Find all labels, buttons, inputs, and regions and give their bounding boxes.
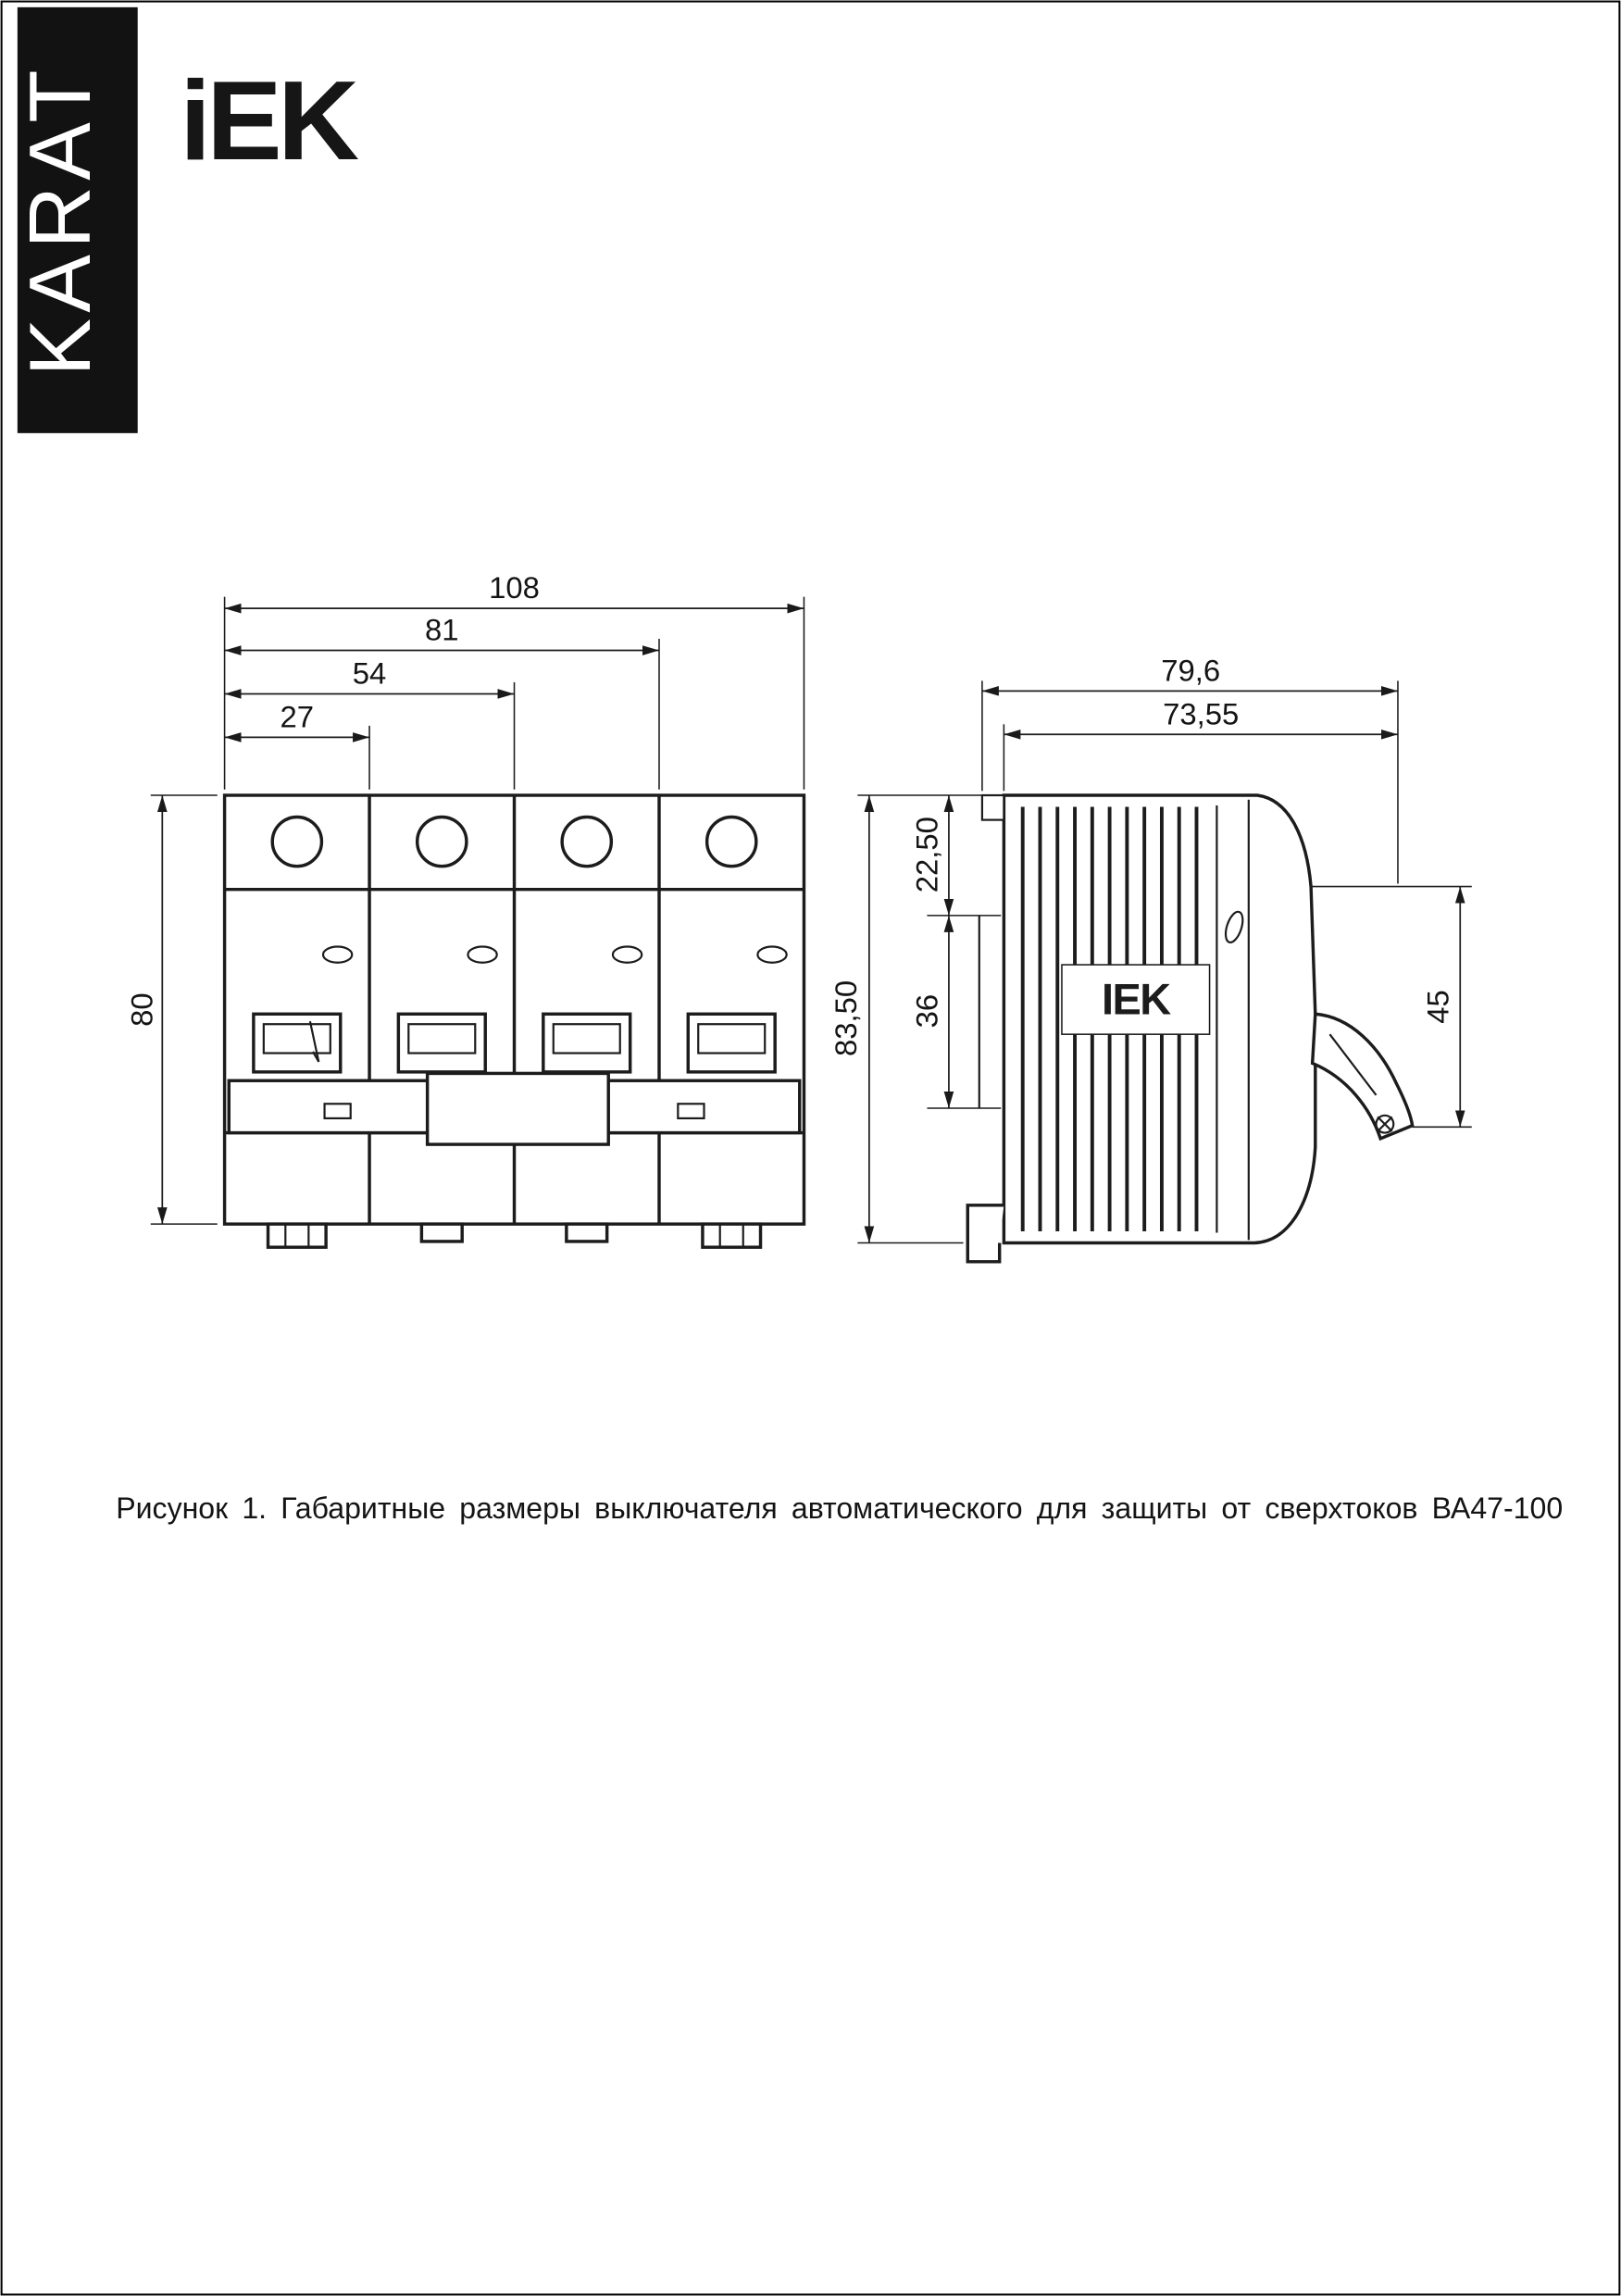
trip-bar (229, 1073, 799, 1144)
dim-73-55-label: 73,55 (1163, 696, 1240, 731)
figure-caption: Рисунок 1. Габаритные размеры выключателя автоматического для защиты от сверхтоков ВА47-100 (116, 1491, 1564, 1525)
dim-83-50-label: 83,50 (828, 980, 863, 1057)
side-view (967, 795, 1412, 1262)
dim-80-label: 80 (124, 992, 159, 1027)
side-logo-plate (1062, 965, 1210, 1034)
dim-22-50-label: 22,50 (909, 817, 944, 893)
din-clips (268, 1224, 761, 1247)
side-iek-logo: IEK (1101, 975, 1170, 1024)
trip-bar-plate (428, 1073, 609, 1144)
front-view (225, 795, 804, 1247)
brand-sidebar-label: KARAT (11, 64, 109, 377)
din-clip-bottom (967, 1205, 1004, 1262)
din-hook-top (982, 795, 1004, 820)
dim-36-label: 36 (909, 993, 944, 1029)
iek-logo: iEK (180, 57, 355, 184)
dim-108-label: 108 (489, 570, 540, 605)
brand-sidebar (11, 7, 138, 433)
dim-81-label: 81 (425, 612, 459, 647)
dim-79-6-label: 79,6 (1161, 653, 1221, 688)
side-toggle-lever (1313, 1014, 1413, 1139)
dim-27-label: 27 (280, 699, 315, 734)
dim-45-label: 45 (1420, 990, 1455, 1024)
dim-54-label: 54 (352, 655, 387, 691)
